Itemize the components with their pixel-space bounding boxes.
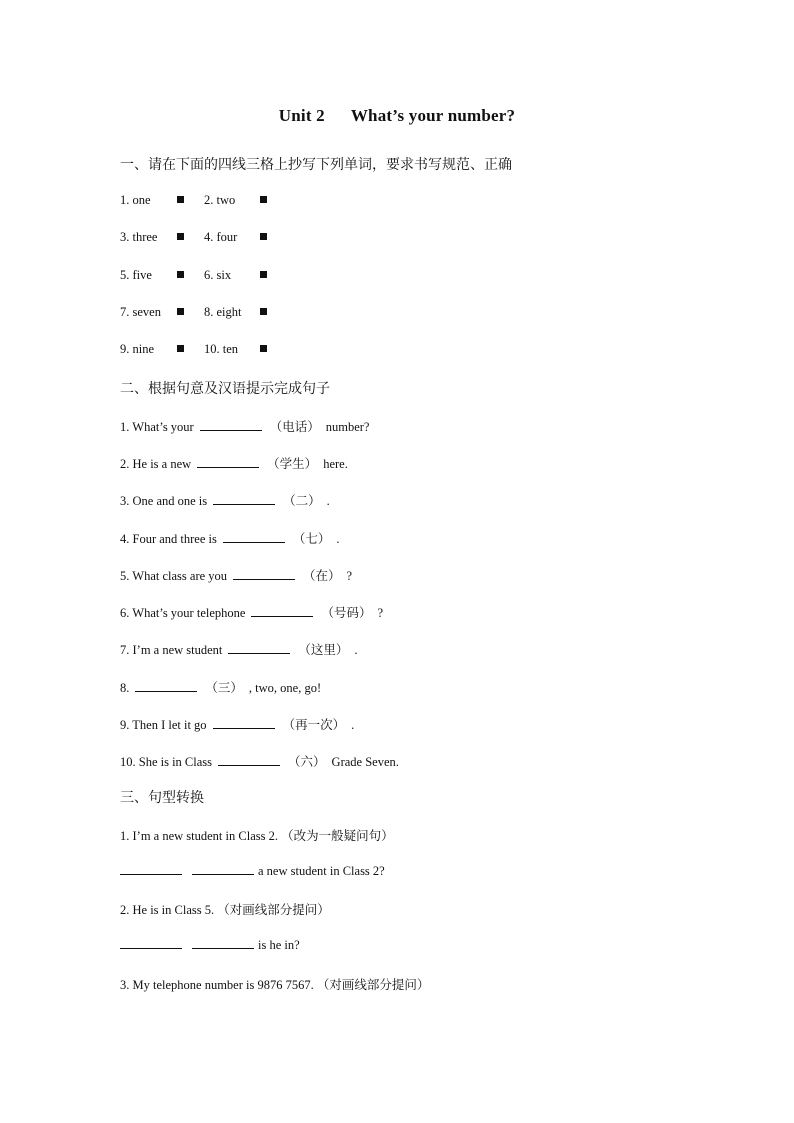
item-text: 10. She is in Class bbox=[120, 755, 213, 769]
word-left: 1. one bbox=[120, 193, 151, 207]
section3-heading: 三、句型转换 bbox=[120, 791, 204, 806]
bullet-square-icon bbox=[177, 271, 184, 278]
item-tail: number? bbox=[325, 420, 370, 434]
fill-in-item bbox=[120, 678, 321, 696]
bullet-square-icon bbox=[260, 308, 267, 315]
item-hint: （在） bbox=[303, 569, 341, 583]
item-tail: here. bbox=[323, 457, 348, 471]
fill-in-item bbox=[120, 752, 399, 770]
item-hint: （再一次） bbox=[282, 718, 346, 732]
answer-blank[interactable] bbox=[213, 717, 275, 729]
answer-tail: is he in? bbox=[258, 938, 300, 952]
answer-blank[interactable] bbox=[135, 680, 197, 692]
answer-blank[interactable] bbox=[120, 863, 182, 875]
answer-blank[interactable] bbox=[213, 493, 275, 505]
answer-blank[interactable] bbox=[233, 568, 295, 580]
item-text: 8. bbox=[120, 681, 130, 695]
item-text: 7. I’m a new student bbox=[120, 643, 223, 657]
answer-blank[interactable] bbox=[251, 605, 313, 617]
word-left: 9. nine bbox=[120, 342, 155, 356]
fill-in-item bbox=[120, 566, 352, 584]
item-text: 5. What class are you bbox=[120, 569, 228, 583]
fill-in-item bbox=[120, 640, 358, 658]
fill-in-item bbox=[120, 454, 348, 472]
item-hint: （三） bbox=[205, 681, 243, 695]
title-text: What’s your number? bbox=[350, 106, 516, 125]
fill-in-item bbox=[120, 417, 369, 435]
answer-blank[interactable] bbox=[197, 456, 259, 468]
item-tail: . bbox=[326, 494, 330, 508]
transform-answer-2 bbox=[120, 937, 300, 953]
word-right: 10. ten bbox=[204, 342, 239, 356]
item-text: 9. Then I let it go bbox=[120, 718, 207, 732]
bullet-square-icon bbox=[177, 308, 184, 315]
answer-blank[interactable] bbox=[120, 937, 182, 949]
transform-answer-1 bbox=[120, 863, 385, 879]
transform-question-2: 2. He is in Class 5. （对画线部分提问） bbox=[120, 903, 330, 917]
bullet-square-icon bbox=[260, 233, 267, 240]
bullet-square-icon bbox=[177, 196, 184, 203]
bullet-square-icon bbox=[260, 271, 267, 278]
item-hint: （电话） bbox=[269, 420, 320, 434]
answer-tail: a new student in Class 2? bbox=[258, 864, 385, 878]
item-tail: Grade Seven. bbox=[331, 755, 399, 769]
word-right: 6. six bbox=[204, 268, 232, 282]
item-hint: （学生） bbox=[267, 457, 318, 471]
bullet-square-icon bbox=[177, 345, 184, 352]
item-hint: （这里） bbox=[298, 643, 349, 657]
item-tail: . bbox=[351, 718, 355, 732]
item-hint: （七） bbox=[292, 532, 331, 546]
word-left: 3. three bbox=[120, 230, 158, 244]
item-text: 6. What’s your telephone bbox=[120, 606, 246, 620]
item-hint: （二） bbox=[283, 494, 321, 508]
item-text: 1. What’s your bbox=[120, 420, 194, 434]
fill-in-item bbox=[120, 529, 340, 547]
word-left: 7. seven bbox=[120, 305, 161, 319]
answer-blank[interactable] bbox=[223, 531, 285, 543]
word-right: 4. four bbox=[204, 230, 238, 244]
section2-heading: 二、根据句意及汉语提示完成句子 bbox=[120, 382, 330, 397]
item-tail: ? bbox=[346, 569, 353, 583]
fill-in-item bbox=[120, 603, 383, 621]
transform-question-3: 3. My telephone number is 9876 7567. （对画线部分提问） bbox=[120, 978, 430, 992]
answer-blank[interactable] bbox=[192, 937, 254, 949]
bullet-square-icon bbox=[260, 196, 267, 203]
bullet-square-icon bbox=[260, 345, 267, 352]
item-tail: . bbox=[354, 643, 358, 657]
item-text: 4. Four and three is bbox=[120, 532, 217, 546]
word-right: 2. two bbox=[204, 193, 236, 207]
item-hint: （六） bbox=[288, 755, 326, 769]
item-tail: . bbox=[336, 532, 340, 546]
item-text: 2. He is a new bbox=[120, 457, 192, 471]
page-title bbox=[0, 106, 794, 126]
word-left: 5. five bbox=[120, 268, 152, 282]
fill-in-item bbox=[120, 715, 354, 733]
section1-heading: 一、请在下面的四线三格上抄写下列单词，要求书写规范、正确 bbox=[120, 158, 512, 173]
title-unit: Unit 2 bbox=[278, 106, 325, 125]
word-right: 8. eight bbox=[204, 305, 242, 319]
fill-in-item bbox=[120, 491, 330, 509]
answer-blank[interactable] bbox=[200, 419, 262, 431]
item-tail: ? bbox=[377, 606, 384, 620]
item-text: 3. One and one is bbox=[120, 494, 208, 508]
item-tail: , two, one, go! bbox=[248, 681, 322, 695]
bullet-square-icon bbox=[177, 233, 184, 240]
item-hint: （号码） bbox=[321, 606, 372, 620]
answer-blank[interactable] bbox=[228, 642, 290, 654]
answer-blank[interactable] bbox=[218, 754, 280, 766]
transform-question-1: 1. I’m a new student in Class 2. （改为一般疑问句） bbox=[120, 829, 394, 843]
answer-blank[interactable] bbox=[192, 863, 254, 875]
